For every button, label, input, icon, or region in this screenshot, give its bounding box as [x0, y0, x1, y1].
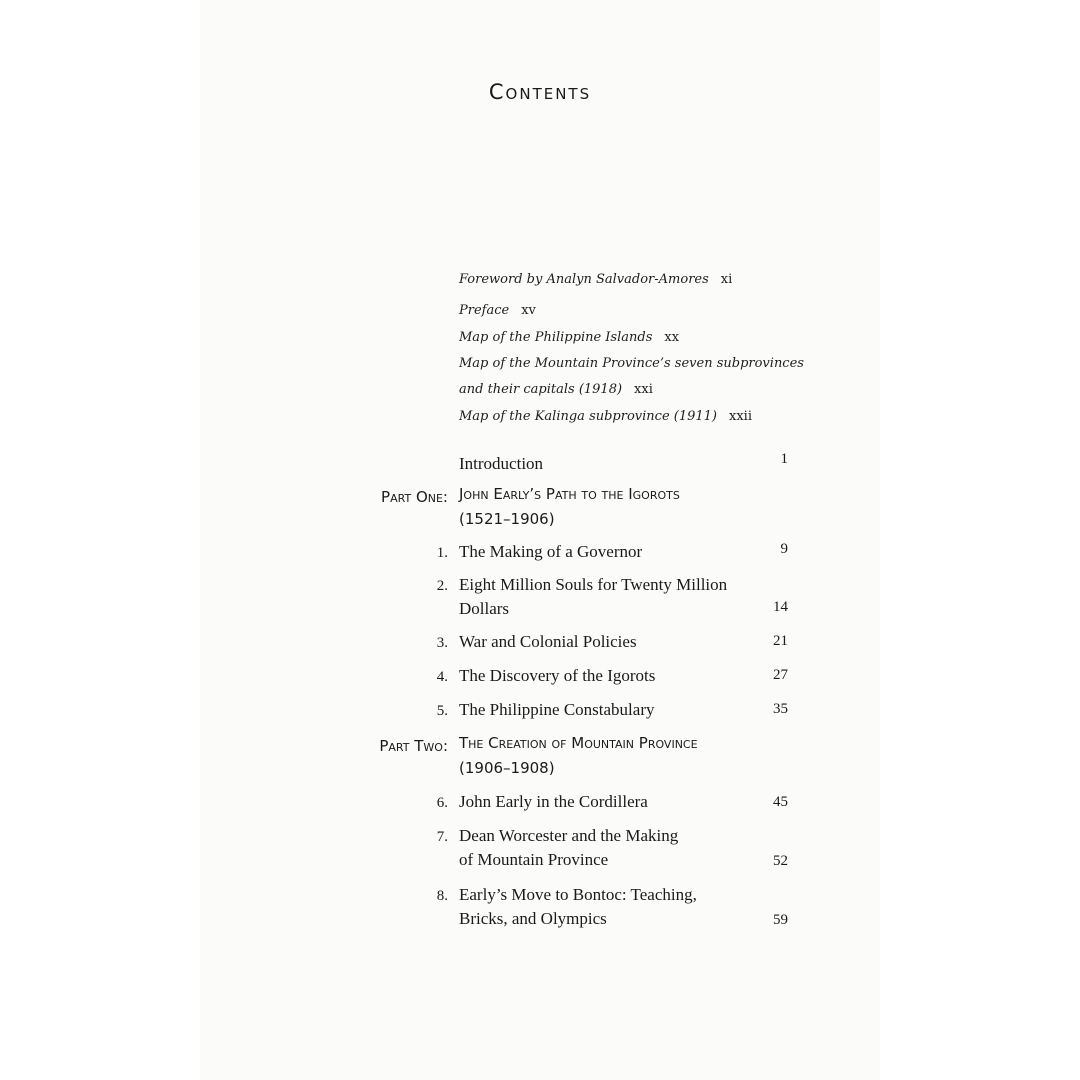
chapter-page: 59 [773, 912, 788, 928]
chapter-number: 8. [436, 888, 448, 904]
frontmatter-page: xxii [729, 409, 752, 424]
frontmatter-page: xx [664, 330, 680, 345]
chapter-number: 1. [436, 545, 448, 561]
frontmatter-text: Preface [459, 303, 510, 318]
frontmatter-text: Map of the Philippine Islands [459, 330, 653, 345]
chapter-number: 4. [436, 669, 448, 685]
chapter-number: 3. [436, 635, 448, 651]
frontmatter-text: and their capitals (1918) [459, 382, 623, 397]
chapter-title-cont: of Mountain Province [459, 850, 609, 869]
chapter-page: 14 [773, 599, 788, 615]
chapter-title: John Early in the Cordillera [459, 792, 648, 811]
chapter-number: 5. [436, 703, 448, 719]
chapter-title: Eight Million Souls for Twenty Million [459, 575, 728, 594]
frontmatter-text: Foreword by Analyn Salvador-Amores [459, 272, 709, 287]
toc-introduction: Introduction [459, 454, 544, 473]
chapter-page: 45 [773, 794, 788, 810]
chapter-title: Dean Worcester and the Making [459, 826, 679, 845]
chapter-title-cont: Bricks, and Olympics [459, 909, 607, 928]
chapter-title: The Philippine Constabulary [459, 700, 655, 719]
toc-frontmatter-preface [459, 303, 536, 318]
toc-frontmatter-map-islands [459, 330, 679, 345]
page-title: Contents [488, 80, 592, 104]
part-title-line2: (1521–1906) [459, 510, 555, 528]
toc-frontmatter-foreword [459, 272, 732, 287]
chapter-title-cont: Dollars [459, 599, 510, 618]
toc-frontmatter-map-subprovinces-line1 [459, 356, 804, 371]
chapter-page: 27 [773, 667, 788, 683]
toc-introduction-page: 1 [780, 451, 788, 467]
frontmatter-page: xi [720, 272, 733, 287]
chapter-number: 6. [436, 795, 448, 811]
toc-frontmatter-map-subprovinces-line2 [459, 382, 653, 397]
frontmatter-page: xv [521, 303, 536, 318]
part-title-line1: The Creation of Mountain Province [459, 734, 698, 752]
part-one-title [459, 482, 680, 532]
part-one-label: Part One: [381, 488, 448, 506]
toc-frontmatter-map-kalinga [459, 409, 752, 424]
chapter-number: 7. [436, 829, 448, 845]
chapter-page: 9 [780, 541, 788, 557]
chapter-title: Early’s Move to Bontoc: Teaching, [459, 885, 697, 904]
chapter-number: 2. [436, 578, 448, 594]
chapter-page: 35 [773, 701, 788, 717]
frontmatter-text: Map of the Mountain Province’s seven subprovinces [459, 356, 804, 371]
frontmatter-page: xxi [634, 382, 653, 397]
part-title-line1: John Early’s Path to the Igorots [459, 485, 680, 503]
frontmatter-text: Map of the Kalinga subprovince (1911) [459, 409, 718, 424]
part-title-line2: (1906–1908) [459, 759, 555, 777]
part-two-title [459, 731, 698, 781]
chapter-page: 21 [773, 633, 788, 649]
chapter-title: The Making of a Governor [459, 542, 643, 561]
chapter-title: War and Colonial Policies [459, 632, 637, 651]
part-two-label: Part Two: [379, 737, 448, 755]
chapter-page: 52 [773, 853, 788, 869]
chapter-title: The Discovery of the Igorots [459, 666, 656, 685]
